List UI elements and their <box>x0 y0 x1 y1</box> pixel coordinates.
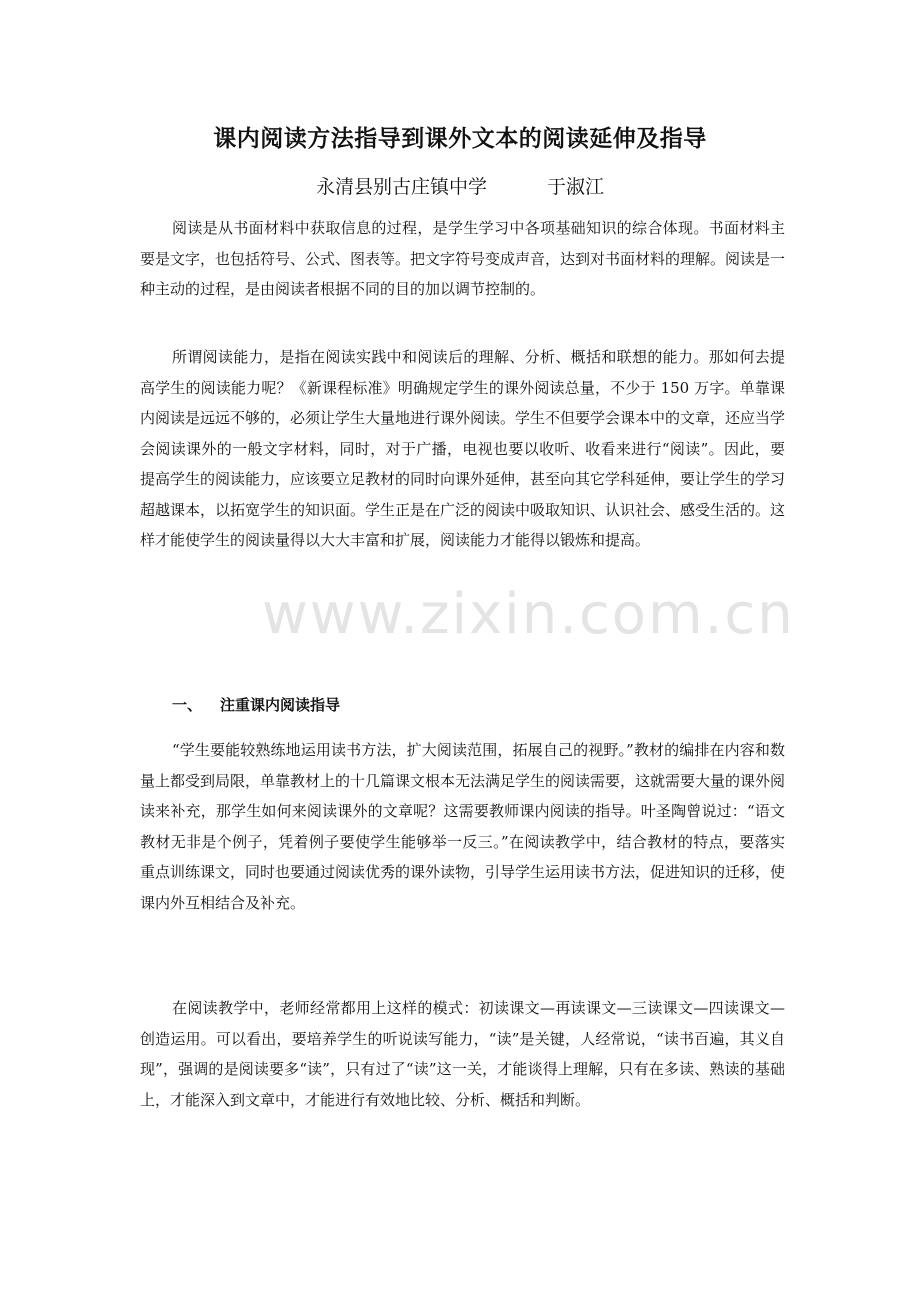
document-title: 课内阅读方法指导到课外文本的阅读延伸及指导 <box>213 126 707 152</box>
paragraph-teaching-model: 在阅读教学中，老师经常都用上这样的模式：初读课文—再读课文—三读课文—四读课文—创造运用。可以看出，要培养学生的听说读写能力，“读”是关键，人经常说，“读书百遍，其义自现”，强调的是阅读要多“读”，只有过了“读”这一关，才能谈得上理解，只有在多读、熟读的基础上，才能深入到文章中，才能进行有效地比较、分析、概括和判断。 <box>140 999 785 1109</box>
section-heading <box>172 694 340 715</box>
section-title: 注重课内阅读指导 <box>220 696 341 714</box>
byline <box>0 172 920 199</box>
section-number: 一、 <box>172 696 203 714</box>
paragraph-intro: 阅读是从书面材料中获取信息的过程，是学生学习中各项基础知识的综合体现。书面材料主要是文字，也包括符号、公式、图表等。把文字符号变成声音，达到对书面材料的理解。阅读是一种主动的过程，是由阅读者根据不同的目的加以调节控制的。 <box>140 219 786 298</box>
author-name: 于淑江 <box>547 176 605 198</box>
paragraph-reading-ability: 所谓阅读能力，是指在阅读实践中和阅读后的理解、分析、概括和联想的能力。那如何去提高学生的阅读能力呢？《新课程标准》明确规定学生的课外阅读总量，不少于 150 万字。单靠课内阅读是远远不够的，必须让学生大量地进行课外阅读。学生不但要学会课本中的文章，还应当学会阅读课外的一般文字材料，同时，对于广播，电视也要以收听、收看来进行“阅读”。因此，要提高学生的阅读能力，应该要立足教材的同时向课外延伸，甚至向其它学科延伸，要让学生的学习超越课本，以拓宽学生的知识面。学生正是在广泛的阅读中吸取知识、认识社会、感受生活的。这样才能使学生的阅读量得以大大丰富和扩展，阅读能力才能得以锻炼和提高。 <box>140 348 786 549</box>
watermark: www.zixin.com.cn <box>262 582 795 647</box>
school-name: 永清县别古庄镇中学 <box>315 176 487 198</box>
paragraph-classroom-guidance: “学生要能较熟练地运用读书方法，扩大阅读范围，拓展自己的视野。”教材的编排在内容和数量上都受到局限，单靠教材上的十几篇课文根本无法满足学生的阅读需要，这就需要大量的课外阅读来补充，那学生如何来阅读课外的文章呢？这需要教师课内阅读的指导。叶圣陶曾说过：“语文教材无非是个例子，凭着例子要使学生能够举一反三。”在阅读教学中，结合教材的特点，要落实重点训练课文，同时也要通过阅读优秀的课外读物，引导学生运用读书方法，促进知识的迁移，使课内外互相结合及补充。 <box>140 741 786 912</box>
